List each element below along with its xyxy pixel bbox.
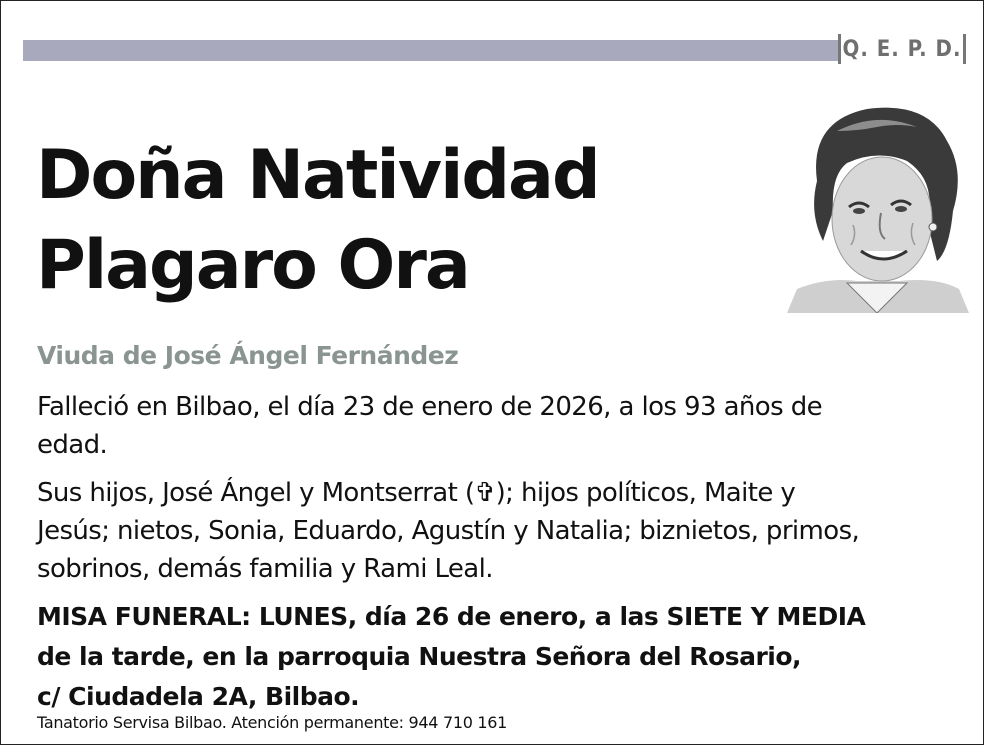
header-bar bbox=[23, 40, 838, 61]
family-paragraph bbox=[37, 474, 937, 588]
family-line-1 bbox=[37, 474, 937, 512]
mass-line-1: MISA FUNERAL: LUNES, día 26 de enero, a las SIETE Y MEDIA bbox=[37, 602, 866, 631]
name-line-2: Plagaro Ora bbox=[36, 226, 469, 305]
funeral-home-contact: Tanatorio Servisa Bilbao. Atención permanente: 944 710 161 bbox=[37, 713, 508, 732]
portrait-photo bbox=[787, 101, 969, 313]
announcement-line-1: Falleció en Bilbao, el día 23 de enero de 2026, a los 93 años de bbox=[37, 392, 822, 422]
funeral-mass-details bbox=[37, 597, 947, 717]
family-line-1-end: ); hijos políticos, Maite y bbox=[495, 478, 796, 508]
family-line-3: sobrinos, demás familia y Rami Leal. bbox=[37, 554, 493, 584]
qepd-badge: Q. E. P. D. bbox=[838, 34, 966, 64]
announcement-line-2: edad. bbox=[37, 430, 108, 460]
mass-line-3: c/ Ciudadela 2A, Bilbao. bbox=[37, 682, 360, 711]
widow-of-subtitle: Viuda de José Ángel Fernández bbox=[37, 341, 459, 370]
mass-line-2: de la tarde, en la parroquia Nuestra Señora del Rosario, bbox=[37, 642, 802, 671]
deceased-name bbox=[36, 131, 776, 311]
name-line-1: Doña Natividad bbox=[36, 136, 599, 215]
cross-icon: ✞ bbox=[474, 478, 496, 508]
death-announcement bbox=[37, 388, 937, 464]
family-line-2: Jesús; nietos, Sonia, Eduardo, Agustín y Natalia; biznietos, primos, bbox=[37, 516, 860, 546]
family-line-1-start: Sus hijos, José Ángel y Montserrat ( bbox=[37, 478, 475, 508]
